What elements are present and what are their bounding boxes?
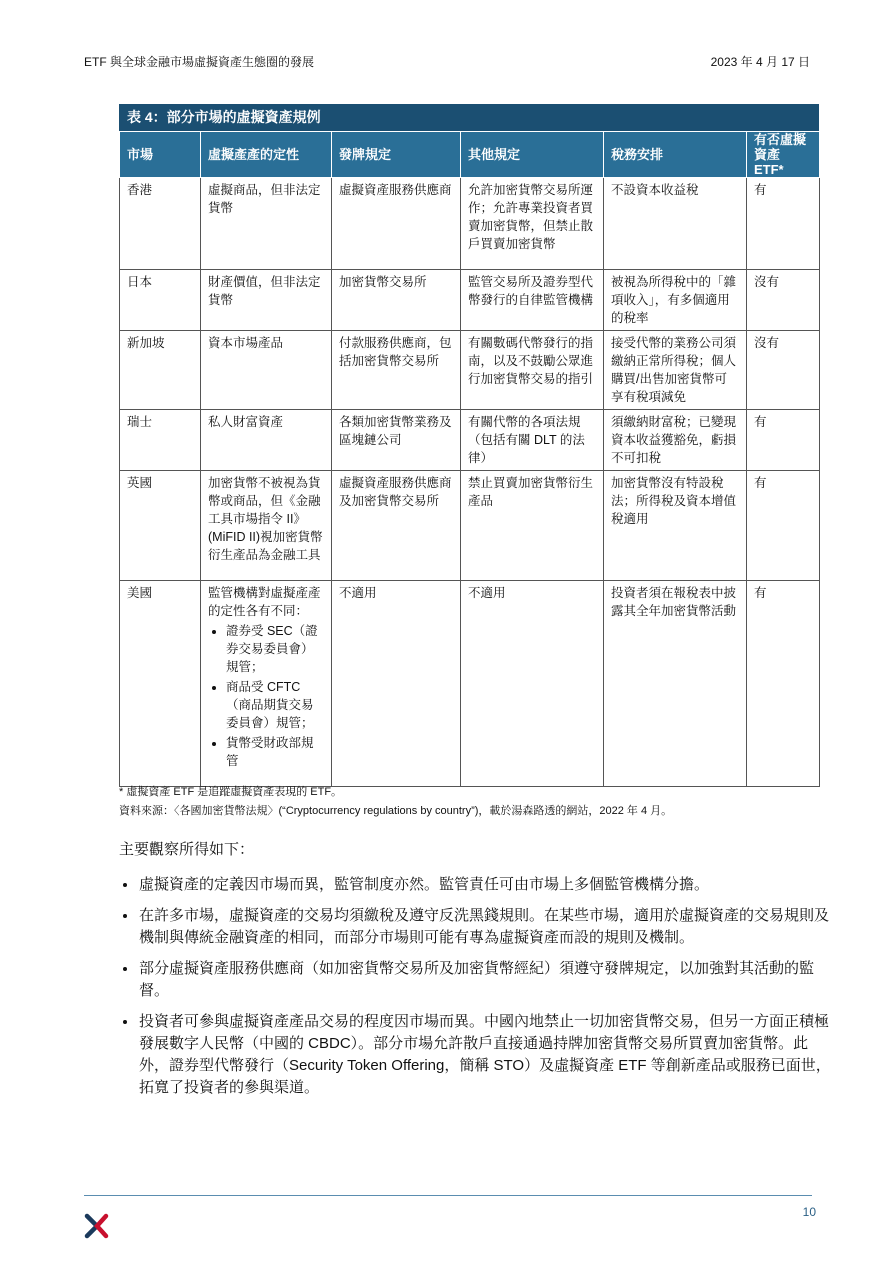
table-cell: 有 (747, 178, 820, 270)
table-cell: 財產價值，但非法定貨幣 (201, 270, 332, 331)
table-cell: 虛擬資產服務供應商及加密貨幣交易所 (332, 471, 461, 581)
table-cell: 沒有 (747, 270, 820, 331)
list-item: • 虛擬資產的定義因市場而異，監管制度亦然。監管責任可由市場上多個監管機構分擔。 (138, 874, 838, 896)
table-cell: 英國 (120, 471, 201, 581)
document-date: 2023 年 4 月 17 日 (710, 55, 810, 69)
list-item: • 商品受 CFTC（商品期貨交易委員會）規管； (226, 678, 324, 732)
table-cell: 不適用 (461, 581, 604, 787)
table-cell: 各類加密貨幣業務及區塊鏈公司 (332, 410, 461, 471)
list-item: • 證券受 SEC（證券交易委員會）規管； (226, 622, 324, 676)
document-title: ETF 與全球金融市場虛擬資產生態圈的發展 (84, 55, 314, 69)
column-header: 虛擬產產的定性 (201, 132, 332, 178)
list-item: • 部分虛擬資產服務供應商（如加密貨幣交易所及加密貨幣經紀）須遵守發牌規定，以加強對其活動的監督。 (138, 958, 838, 1002)
table-row (120, 581, 820, 787)
column-header: 市場 (120, 132, 201, 178)
table-cell: 虛擬商品，但非法定貨幣 (201, 178, 332, 270)
table-cell: 資本市場產品 (201, 331, 332, 410)
table-cell: 監管交易所及證券型代幣發行的自律監管機構 (461, 270, 604, 331)
column-header: 發牌規定 (332, 132, 461, 178)
regulation-table (119, 131, 820, 787)
table-cell: 被視為所得稅中的「雜項收入」，有多個適用的稅率 (604, 270, 747, 331)
table-cell: 美國 (120, 581, 201, 787)
table-cell: 沒有 (747, 331, 820, 410)
table-cell: 香港 (120, 178, 201, 270)
table-cell: 新加坡 (120, 331, 201, 410)
table-cell: 付款服務供應商，包括加密貨幣交易所 (332, 331, 461, 410)
table-row (120, 270, 820, 331)
table-source: 資料來源：〈各國加密貨幣法規〉(“Cryptocurrency regulations by country”)，載於湯森路透的網站，2022 年 4 月。 (119, 805, 673, 817)
list-item: • 投資者可參與虛擬資產產品交易的程度因市場而異。中國內地禁止一切加密貨幣交易，但另一方面正積極發展數字人民幣（中國的 CBDC）。部分市場允許散戶直接通過持牌加密貨幣交易所買賣加密貨幣。此外，證券型代幣發行（Security Token Offering，簡稱 STO）及虛擬資產 ETF 等創新產品或服務已面世，拓寬了投資者的參與渠道。 (138, 1011, 838, 1099)
cell-intro-text: 監管機構對虛擬產產的定性各有不同： (208, 586, 321, 618)
table-row (120, 471, 820, 581)
table-cell: 接受代幣的業務公司須繳納正常所得稅；個人購買/出售加密貨幣可享有稅項減免 (604, 331, 747, 410)
table-cell: 有關代幣的各項法規（包括有關 DLT 的法律） (461, 410, 604, 471)
table-header-row (120, 132, 820, 178)
table-cell: 加密貨幣交易所 (332, 270, 461, 331)
table-cell: 投資者須在報稅表中披露其全年加密貨幣活動 (604, 581, 747, 787)
column-header: 其他規定 (461, 132, 604, 178)
table-cell: 虛擬資產服務供應商 (332, 178, 461, 270)
table-cell: 不適用 (332, 581, 461, 787)
regulator-list (208, 622, 324, 770)
footer-divider (84, 1195, 812, 1196)
observations-intro: 主要觀察所得如下： (119, 841, 255, 858)
table-cell: 允許加密貨幣交易所運作；允許專業投資者買賣加密貨幣，但禁止散戶買賣加密貨幣 (461, 178, 604, 270)
table-row (120, 331, 820, 410)
table-cell: 有關數碼代幣發行的指南，以及不鼓勵公眾進行加密貨幣交易的指引 (461, 331, 604, 410)
table-row (120, 410, 820, 471)
table-cell: 加密貨幣不被視為貨幣或商品，但《金融工具市場指令 II》(MiFID II)視加密貨幣衍生產品為金融工具 (201, 471, 332, 581)
table-cell: 私人財富資產 (201, 410, 332, 471)
table-cell: 不設資本收益稅 (604, 178, 747, 270)
table-footnote: * 虛擬資產 ETF 是追蹤虛擬資產表現的 ETF。 (119, 786, 343, 798)
observations-list (118, 874, 838, 1108)
table-cell (201, 581, 332, 787)
table-cell: 有 (747, 471, 820, 581)
table-cell: 瑞士 (120, 410, 201, 471)
page-number: 10 (802, 1205, 816, 1219)
table-row (120, 178, 820, 270)
table-cell: 禁止買賣加密貨幣衍生產品 (461, 471, 604, 581)
table-cell: 有 (747, 581, 820, 787)
hkex-x-logo-icon (84, 1213, 110, 1239)
column-header: 有否虛擬資產 ETF* (747, 132, 820, 178)
table-title: 表 4：部分市場的虛擬資產規例 (119, 104, 819, 131)
table-cell: 有 (747, 410, 820, 471)
list-item: • 貨幣受財政部規管 (226, 734, 324, 770)
table-cell: 日本 (120, 270, 201, 331)
column-header: 稅務安排 (604, 132, 747, 178)
table-cell: 加密貨幣沒有特設稅法；所得稅及資本增值稅適用 (604, 471, 747, 581)
list-item: • 在許多市場，虛擬資產的交易均須繳稅及遵守反洗黑錢規則。在某些市場，適用於虛擬資產的交易規則及機制與傳統金融資產的相同，而部分市場則可能有專為虛擬資產而設的規則及機制。 (138, 905, 838, 949)
table-cell: 須繳納財富稅；已變現資本收益獲豁免，虧損不可扣稅 (604, 410, 747, 471)
